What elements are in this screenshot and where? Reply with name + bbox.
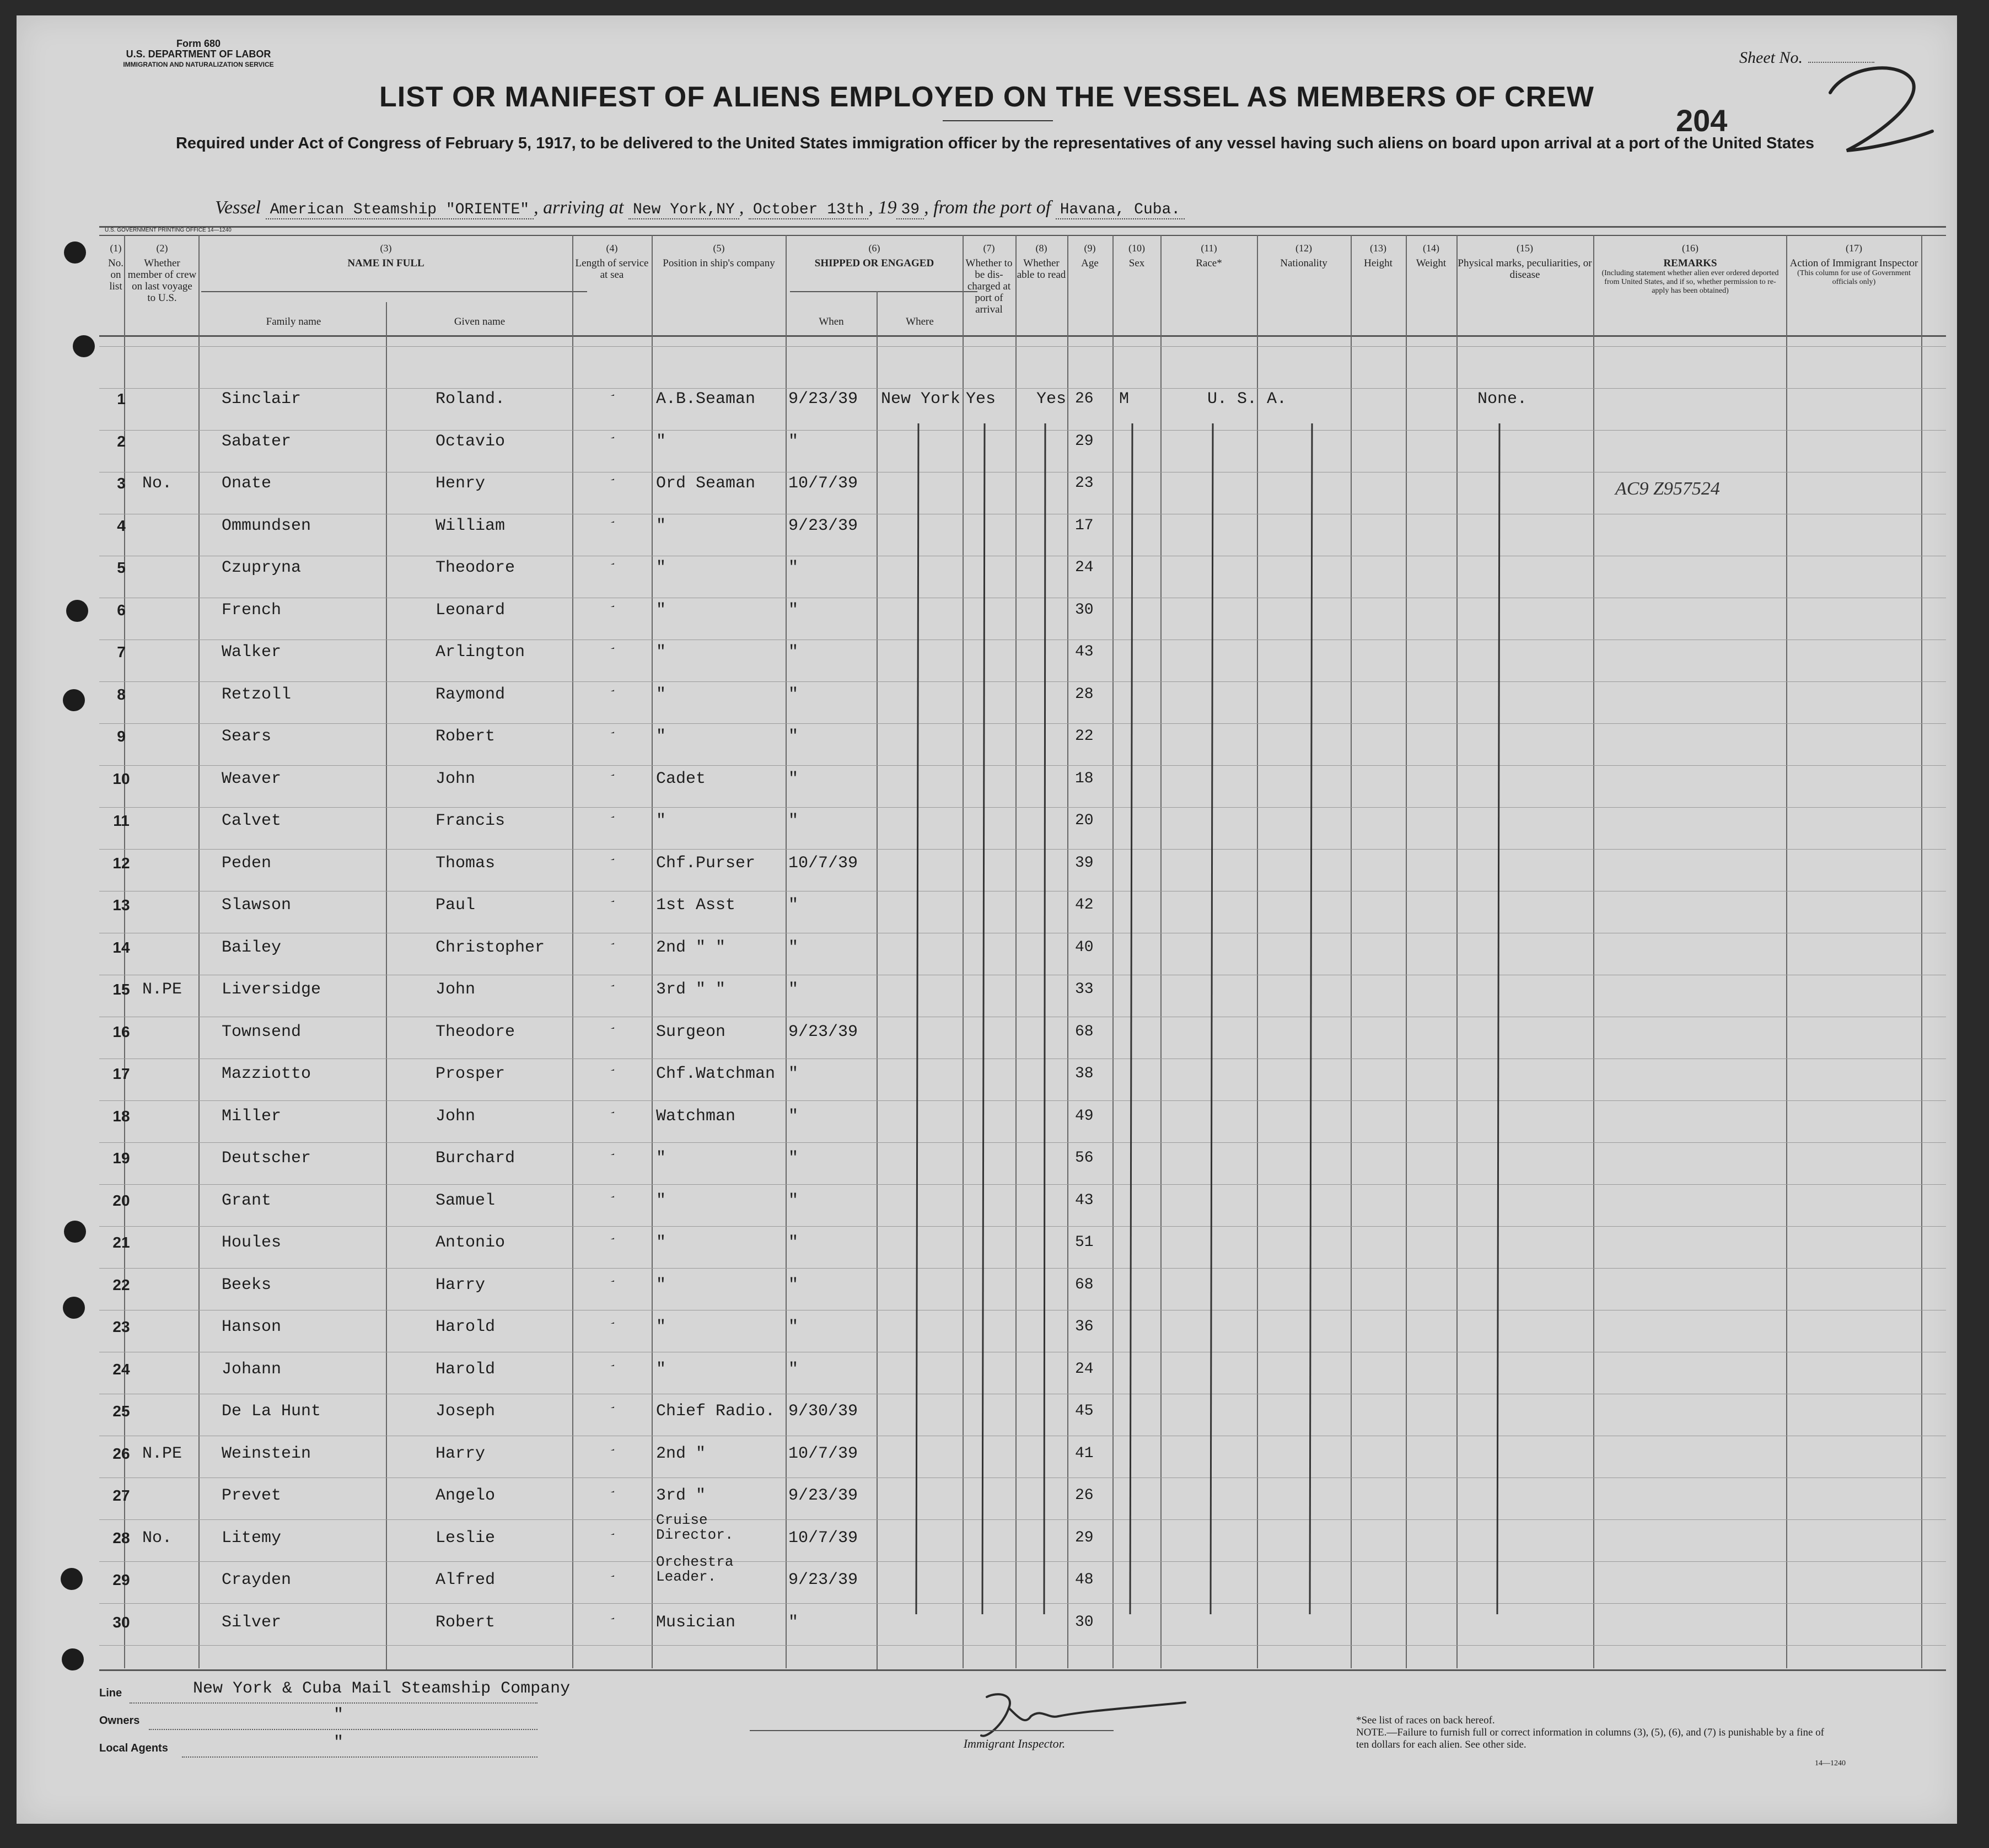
cell-family: Ommundsen bbox=[222, 516, 311, 535]
cell-age: 20 bbox=[1075, 812, 1094, 829]
cell-discharged: Yes bbox=[966, 390, 996, 409]
cell-no: 11 bbox=[113, 812, 130, 829]
stamp-number: 204 bbox=[1676, 103, 1728, 138]
cell-family: Sinclair bbox=[222, 390, 302, 409]
cell-when: " bbox=[788, 685, 799, 704]
fine-note: NOTE.—Failure to furnish full or correct information in columns (3), (5), (6), and (7) is punishable by a fine of ten dollars for each alien. See other side. bbox=[1356, 1727, 1824, 1750]
cell-family: Grant bbox=[222, 1191, 272, 1210]
cell-position: 1st Asst bbox=[656, 896, 736, 915]
cell-given: Theodore bbox=[436, 558, 515, 577]
cell-age: 24 bbox=[1075, 559, 1094, 576]
inspector-rule bbox=[750, 1730, 1114, 1731]
cell-position: Watchman bbox=[656, 1106, 736, 1126]
col-header-3b: Given name bbox=[454, 316, 506, 327]
cell-family: Calvet bbox=[222, 812, 282, 830]
col-header-6: (6) SHIPPED OR ENGAGED bbox=[814, 243, 934, 269]
cell-age: 38 bbox=[1075, 1065, 1094, 1082]
cell-age: 68 bbox=[1075, 1023, 1094, 1040]
col-header-15: (15) Physical marks, peculiarities, or disease bbox=[1458, 243, 1592, 281]
cell-family: Townsend bbox=[222, 1022, 302, 1041]
line-label: Line bbox=[99, 1687, 122, 1699]
cell-position: " bbox=[656, 1149, 666, 1168]
cell-given: John bbox=[436, 769, 476, 788]
cell-family: Onate bbox=[222, 474, 272, 493]
manifest-sheet bbox=[17, 15, 1957, 1824]
cell-age: 68 bbox=[1075, 1276, 1094, 1293]
cell-age: 30 bbox=[1075, 1613, 1094, 1631]
cell-family: Beeks bbox=[222, 1275, 272, 1294]
cell-family: Peden bbox=[222, 853, 272, 873]
line-underline bbox=[130, 1702, 537, 1704]
cell-family: Czupryna bbox=[222, 558, 302, 577]
cell-no: 28 bbox=[112, 1529, 130, 1546]
cell-no: 3 bbox=[117, 475, 126, 492]
arrival-year: 39 bbox=[896, 201, 924, 219]
cell-when: 9/23/39 bbox=[788, 1022, 858, 1041]
cell-position: " bbox=[656, 1191, 666, 1210]
cell-family: Mazziotto bbox=[222, 1065, 311, 1083]
form-number: Form 680 bbox=[176, 38, 221, 49]
col-header-16: (16) REMARKS (Including statement whether alien ever ordered deported from United States, and if so, whether permission to re-apply has been obtained) bbox=[1601, 243, 1779, 295]
cell-when: " bbox=[788, 727, 799, 746]
col-header-3: (3) NAME IN FULL bbox=[347, 243, 424, 269]
cell-when: 10/7/39 bbox=[788, 474, 858, 493]
arrival-port: New York,NY bbox=[628, 201, 739, 219]
cell-when: " bbox=[788, 1360, 799, 1379]
service-name: IMMIGRATION AND NATURALIZATION SERVICE bbox=[123, 61, 274, 68]
arrival-date: October 13th bbox=[749, 201, 869, 219]
cell-given: Octavio bbox=[436, 432, 506, 451]
cell-position: " bbox=[656, 643, 666, 662]
cell-when: " bbox=[788, 812, 799, 830]
cell-age: 24 bbox=[1075, 1360, 1094, 1378]
cell-given: Paul bbox=[436, 896, 476, 915]
races-note: *See list of races on back hereof. bbox=[1356, 1715, 1495, 1726]
cell-given: Christopher bbox=[436, 938, 545, 957]
printing-office-line: U.S. GOVERNMENT PRINTING OFFICE 14—1240 bbox=[105, 227, 232, 233]
cell-no: 25 bbox=[112, 1403, 130, 1420]
col-header-12: (12) Nationality bbox=[1280, 243, 1327, 269]
departure-port: Havana, Cuba. bbox=[1056, 201, 1185, 219]
cell-no: 1 bbox=[117, 390, 126, 407]
cell-position: " bbox=[656, 1233, 666, 1252]
cell-position: " bbox=[656, 1275, 666, 1294]
cell-age: 45 bbox=[1075, 1403, 1094, 1420]
col-header-2: (2) Whether member of crew on last voyage to U.S. bbox=[127, 243, 197, 304]
cell-no: 22 bbox=[112, 1276, 130, 1293]
cell-given: Francis bbox=[436, 812, 506, 830]
cell-position: Ord Seaman bbox=[656, 474, 756, 493]
cell-when: " bbox=[788, 980, 799, 999]
cell-age: 18 bbox=[1075, 770, 1094, 787]
agents-value: " bbox=[334, 1733, 344, 1752]
cell-given: William bbox=[436, 516, 506, 535]
cell-when: " bbox=[788, 643, 799, 662]
cell-position: " bbox=[656, 685, 666, 704]
cell-age: 56 bbox=[1075, 1149, 1094, 1167]
cell-age: 41 bbox=[1075, 1444, 1094, 1462]
col-header-5: (5) Position in ship's company bbox=[663, 243, 775, 269]
cell-last: N.PE bbox=[142, 1444, 182, 1463]
cell-race: U. S. A. bbox=[1207, 390, 1287, 409]
cell-given: Raymond bbox=[436, 685, 506, 704]
cell-no: 24 bbox=[112, 1360, 130, 1378]
cell-family: Miller bbox=[222, 1106, 282, 1126]
cell-age: 49 bbox=[1075, 1107, 1094, 1125]
cell-family: Sears bbox=[222, 727, 272, 746]
cell-when: 10/7/39 bbox=[788, 853, 858, 873]
col-header-3a: Family name bbox=[266, 316, 321, 327]
cell-when: 9/23/39 bbox=[788, 516, 858, 535]
cell-age: 22 bbox=[1075, 728, 1094, 745]
cell-no: 20 bbox=[112, 1191, 130, 1209]
cell-when: 9/23/39 bbox=[788, 390, 858, 409]
vessel-name: American Steamship "ORIENTE" bbox=[266, 201, 534, 219]
cell-when: " bbox=[788, 896, 799, 915]
cell-last: No. bbox=[142, 1528, 173, 1548]
cell-family: Hanson bbox=[222, 1318, 282, 1336]
cell-no: 30 bbox=[112, 1613, 130, 1631]
cell-given: Leslie bbox=[436, 1528, 496, 1548]
cell-sex: M bbox=[1119, 390, 1130, 409]
cell-when: " bbox=[788, 600, 799, 620]
cell-given: Roland. bbox=[436, 390, 506, 409]
cell-given: Robert bbox=[436, 1613, 496, 1632]
agents-underline bbox=[182, 1756, 537, 1758]
cell-given: John bbox=[436, 980, 476, 999]
cell-given: Harry bbox=[436, 1444, 486, 1463]
col-header-14: (14) Weight bbox=[1416, 243, 1447, 269]
col-header-4: (4) Length of service at sea bbox=[575, 243, 649, 281]
cell-age: 43 bbox=[1075, 1191, 1094, 1209]
cell-no: 5 bbox=[117, 559, 126, 576]
punch-hole bbox=[63, 1297, 85, 1319]
page-subtitle: Required under Act of Congress of February 5, 1917, to be delivered to the United States immigration officer by the representatives of any vessel having such aliens on board upon arrival at a port of the United States bbox=[175, 135, 1815, 152]
cell-position: Cadet bbox=[656, 769, 706, 788]
cell-family: Bailey bbox=[222, 938, 282, 957]
cell-position: Orchestra Leader. bbox=[656, 1554, 734, 1585]
cell-age: 30 bbox=[1075, 601, 1094, 619]
cell-age: 40 bbox=[1075, 938, 1094, 956]
cell-no: 29 bbox=[112, 1571, 130, 1588]
col-header-10: (10) Sex bbox=[1128, 243, 1145, 269]
cell-last: N.PE bbox=[142, 980, 182, 999]
cell-position: " bbox=[656, 432, 666, 451]
cell-family: Weaver bbox=[222, 769, 282, 788]
cell-family: Prevet bbox=[222, 1486, 282, 1505]
cell-family: Weinstein bbox=[222, 1444, 311, 1463]
cell-family: Silver bbox=[222, 1613, 282, 1632]
cell-position: " bbox=[656, 516, 666, 535]
cell-family: Crayden bbox=[222, 1571, 292, 1589]
cell-given: Henry bbox=[436, 474, 486, 493]
cell-when: " bbox=[788, 1233, 799, 1252]
cell-family: Deutscher bbox=[222, 1149, 311, 1168]
line-value: New York & Cuba Mail Steamship Company bbox=[193, 1679, 571, 1698]
punch-hole bbox=[64, 241, 86, 264]
cell-family: Retzoll bbox=[222, 685, 292, 704]
col-header-13: (13) Height bbox=[1364, 243, 1393, 269]
cell-family: Liversidge bbox=[222, 980, 321, 999]
cell-no: 21 bbox=[112, 1234, 130, 1251]
cell-no: 12 bbox=[112, 854, 130, 872]
cell-when: " bbox=[788, 1065, 799, 1083]
cell-where: New York bbox=[881, 390, 961, 409]
cell-when: " bbox=[788, 1106, 799, 1126]
inspector-label: Immigrant Inspector. bbox=[963, 1737, 1066, 1750]
cell-no: 16 bbox=[112, 1023, 130, 1040]
cell-family: Johann bbox=[222, 1360, 282, 1379]
cell-age: 28 bbox=[1075, 685, 1094, 703]
cell-position: 2nd " bbox=[656, 1444, 706, 1463]
cell-given: Angelo bbox=[436, 1486, 496, 1505]
cell-family: French bbox=[222, 600, 282, 620]
cell-position: Musician bbox=[656, 1613, 736, 1632]
owners-value: " bbox=[334, 1706, 344, 1725]
cell-given: Harold bbox=[436, 1360, 496, 1379]
cell-when: " bbox=[788, 1613, 799, 1632]
cell-age: 26 bbox=[1075, 390, 1094, 407]
cell-no: 17 bbox=[112, 1065, 130, 1082]
cell-age: 17 bbox=[1075, 517, 1094, 534]
handwritten-remark: AC9 Z957524 bbox=[1615, 479, 1720, 499]
cell-age: 23 bbox=[1075, 475, 1094, 492]
cell-family: Sabater bbox=[222, 432, 292, 451]
cell-when: 9/23/39 bbox=[788, 1571, 858, 1589]
cell-when: " bbox=[788, 432, 799, 451]
cell-given: Thomas bbox=[436, 853, 496, 873]
cell-when: " bbox=[788, 769, 799, 788]
cell-no: 2 bbox=[117, 432, 126, 450]
cell-given: Burchard bbox=[436, 1149, 515, 1168]
punch-hole bbox=[61, 1568, 83, 1590]
cell-family: Houles bbox=[222, 1233, 282, 1252]
col-header-7: (7) Whether to be dis-charged at port of arrival bbox=[965, 243, 1013, 315]
cell-when: 9/30/39 bbox=[788, 1402, 858, 1421]
punch-hole bbox=[62, 1648, 84, 1670]
owners-label: Owners bbox=[99, 1715, 140, 1727]
owners-underline bbox=[149, 1729, 537, 1730]
cell-position: " bbox=[656, 727, 666, 746]
cell-age: 39 bbox=[1075, 854, 1094, 872]
cell-no: 18 bbox=[112, 1107, 130, 1125]
cell-age: 48 bbox=[1075, 1571, 1094, 1588]
cell-no: 27 bbox=[112, 1487, 130, 1504]
cell-position: 3rd " " bbox=[656, 980, 726, 999]
col-header-1: (1) No. on list bbox=[108, 243, 123, 292]
cell-no: 13 bbox=[112, 896, 130, 914]
cell-age: 33 bbox=[1075, 981, 1094, 998]
cell-when: " bbox=[788, 938, 799, 957]
cell-when: " bbox=[788, 1149, 799, 1168]
cell-position: Surgeon bbox=[656, 1022, 726, 1041]
cell-when: " bbox=[788, 1275, 799, 1294]
cell-given: Alfred bbox=[436, 1571, 496, 1589]
cell-age: 26 bbox=[1075, 1487, 1094, 1504]
department-name: U.S. DEPARTMENT OF LABOR bbox=[126, 49, 271, 60]
cell-no: 14 bbox=[112, 938, 130, 956]
cell-given: Samuel bbox=[436, 1191, 496, 1210]
cell-given: Leonard bbox=[436, 600, 506, 620]
cell-given: Prosper bbox=[436, 1065, 506, 1083]
col-header-6b: Where bbox=[906, 316, 934, 327]
cell-when: " bbox=[788, 1191, 799, 1210]
cell-no: 8 bbox=[117, 685, 126, 703]
cell-last: No. bbox=[142, 474, 173, 493]
cell-no: 9 bbox=[117, 728, 126, 745]
cell-position: Chief Radio. bbox=[656, 1402, 776, 1421]
cell-position: " bbox=[656, 1360, 666, 1379]
col-header-11: (11) Race* bbox=[1196, 243, 1222, 269]
cell-position: 2nd " " bbox=[656, 938, 726, 957]
form-code: 14—1240 bbox=[1815, 1759, 1846, 1768]
cell-age: 42 bbox=[1075, 896, 1094, 914]
cell-age: 51 bbox=[1075, 1234, 1094, 1251]
cell-read: Yes bbox=[1036, 390, 1067, 409]
cell-family: Litemy bbox=[222, 1528, 282, 1548]
punch-hole bbox=[66, 600, 88, 622]
cell-given: Arlington bbox=[436, 643, 525, 662]
cell-age: 29 bbox=[1075, 1529, 1094, 1546]
cell-family: De La Hunt bbox=[222, 1402, 321, 1421]
cell-position: 3rd " bbox=[656, 1486, 706, 1505]
punch-hole bbox=[73, 335, 95, 357]
sheet-number-label: Sheet No. bbox=[1739, 49, 1874, 67]
cell-position: " bbox=[656, 812, 666, 830]
cell-when: " bbox=[788, 1318, 799, 1336]
cell-age: 43 bbox=[1075, 643, 1094, 660]
cell-position: Chf.Watchman bbox=[656, 1065, 776, 1083]
ditto-strokes bbox=[17, 15, 1957, 1697]
cell-no: 4 bbox=[117, 517, 126, 534]
cell-when: 10/7/39 bbox=[788, 1444, 858, 1463]
cell-age: 29 bbox=[1075, 432, 1094, 450]
cell-family: Walker bbox=[222, 643, 282, 662]
cell-given: Antonio bbox=[436, 1233, 506, 1252]
vessel-line: Vessel American Steamship "ORIENTE" , arriving at New York,NY , October 13th , 19 39 , from the port of Havana, Cuba. bbox=[215, 197, 1185, 218]
cell-age: 36 bbox=[1075, 1318, 1094, 1335]
cell-no: 19 bbox=[112, 1149, 130, 1167]
cell-position: Cruise Director. bbox=[656, 1511, 734, 1543]
cell-given: Harold bbox=[436, 1318, 496, 1336]
cell-position: A.B.Seaman bbox=[656, 390, 756, 409]
col-header-17: (17) Action of Immigrant Inspector (This column for use of Government officials only) bbox=[1789, 243, 1918, 286]
page-title: LIST OR MANIFEST OF ALIENS EMPLOYED ON THE VESSEL AS MEMBERS OF CREW bbox=[379, 81, 1594, 113]
cell-marks: None. bbox=[1477, 390, 1528, 409]
cell-no: 26 bbox=[112, 1444, 130, 1462]
cell-no: 15 bbox=[112, 981, 130, 998]
cell-given: Joseph bbox=[436, 1402, 496, 1421]
cell-no: 6 bbox=[117, 601, 126, 619]
cell-position: " bbox=[656, 1318, 666, 1336]
cell-given: Theodore bbox=[436, 1022, 515, 1041]
cell-position: " bbox=[656, 600, 666, 620]
cell-given: John bbox=[436, 1106, 476, 1126]
punch-hole bbox=[63, 689, 85, 711]
cell-no: 23 bbox=[112, 1318, 130, 1335]
agents-label: Local Agents bbox=[99, 1742, 168, 1754]
cell-no: 7 bbox=[117, 643, 126, 660]
col-header-6a: When bbox=[819, 316, 844, 327]
cell-position: " bbox=[656, 558, 666, 577]
punch-hole bbox=[64, 1221, 86, 1243]
cell-when: 9/23/39 bbox=[788, 1486, 858, 1505]
cell-position: Chf.Purser bbox=[656, 853, 756, 873]
cell-when: 10/7/39 bbox=[788, 1528, 858, 1548]
cell-given: Robert bbox=[436, 727, 496, 746]
col-header-9: (9) Age bbox=[1081, 243, 1099, 269]
cell-no: 10 bbox=[112, 770, 130, 787]
cell-family: Slawson bbox=[222, 896, 292, 915]
col-header-8: (8) Whether able to read bbox=[1017, 243, 1066, 281]
cell-when: " bbox=[788, 558, 799, 577]
cell-given: Harry bbox=[436, 1275, 486, 1294]
